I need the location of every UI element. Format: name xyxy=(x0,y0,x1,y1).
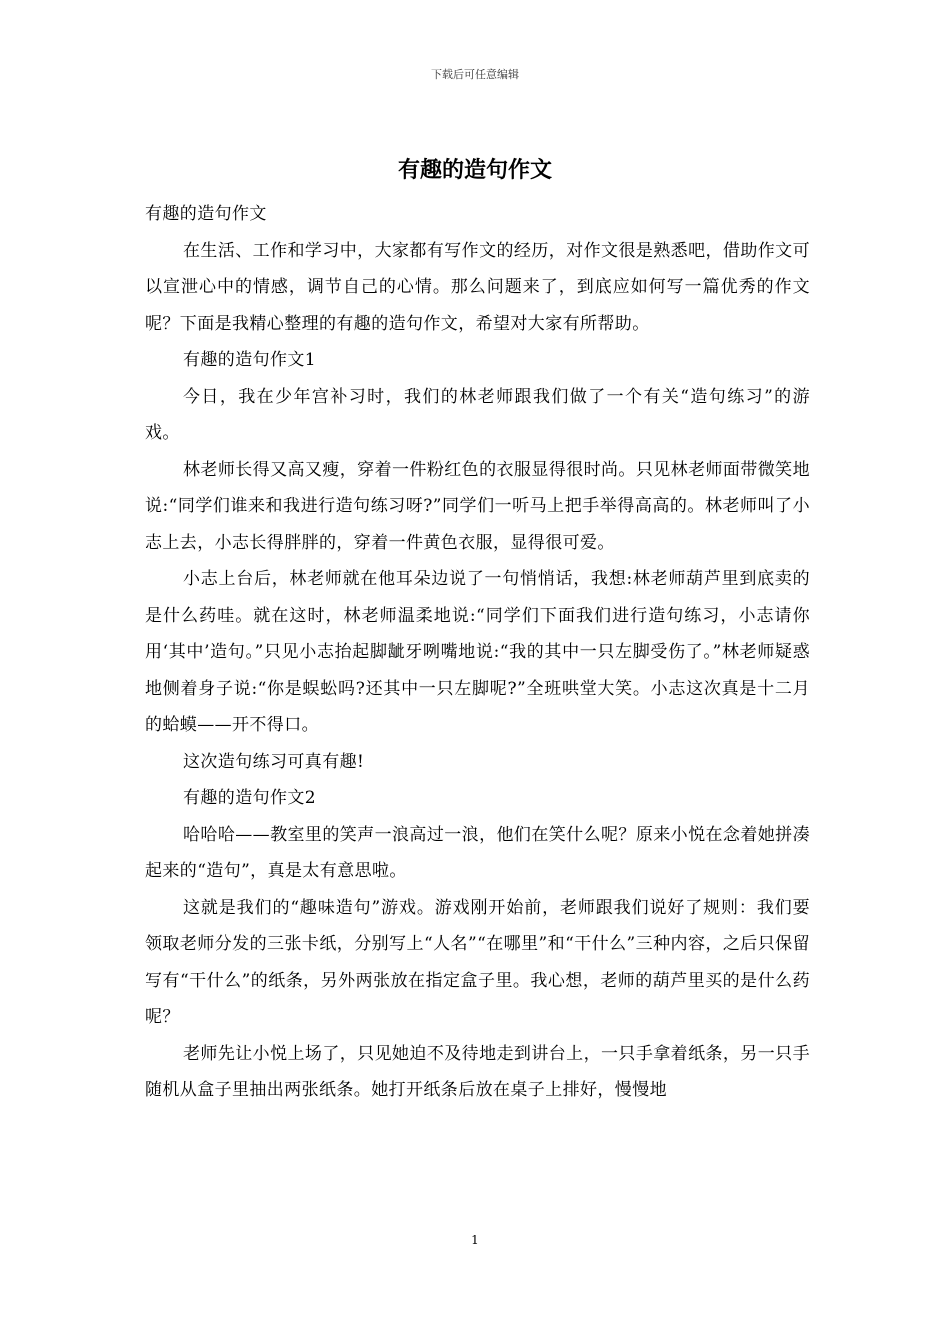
paragraph: 小志上台后，林老师就在他耳朵边说了一句悄悄话，我想:林老师葫芦里到底卖的是什么药哇。就在这时，林老师温柔地说:“同学们下面我们进行造句练习，小志请你用‘其中’造句。”只见小志抬起脚龇牙咧嘴地说:“我的其中一只左脚受伤了。”林老师疑惑地侧着身子说:“你是蜈蚣吗?还其中一只左脚呢?”全班哄堂大笑。小志这次真是十二月的蛤蟆——开不得口。 xyxy=(145,569,810,735)
section-heading: 有趣的造句作文1 xyxy=(183,350,317,370)
paragraph: 今日，我在少年宫补习时，我们的林老师跟我们做了一个有关“造句练习”的游戏。 xyxy=(145,386,810,443)
section-heading: 有趣的造句作文2 xyxy=(183,788,317,808)
paragraph: 在生活、工作和学习中，大家都有写作文的经历，对作文很是熟悉吧，借助作文可以宣泄心中的情感，调节自己的心情。那么问题来了，到底应如何写一篇优秀的作文呢？下面是我精心整理的有趣的造句作文，希望对大家有所帮助。 xyxy=(145,240,810,334)
paragraph: 这次造句练习可真有趣! xyxy=(183,751,365,772)
paragraph: 老师先让小悦上场了，只见她迫不及待地走到讲台上，一只手拿着纸条，另一只手随机从盒子里抽出两张纸条。她打开纸条后放在桌子上排好，慢慢地 xyxy=(145,1043,810,1100)
header-note: 下载后可任意编辑 xyxy=(431,68,519,81)
document-body xyxy=(145,196,810,1109)
document-title: 有趣的造句作文 xyxy=(397,157,552,183)
page-number: 1 xyxy=(471,1233,479,1247)
paragraph: 这就是我们的“趣味造句”游戏。游戏刚开始前，老师跟我们说好了规则：我们要领取老师分发的三张卡纸，分别写上“人名”“在哪里”和“干什么”三种内容，之后只保留写有“干什么”的纸条，另外两张放在指定盒子里。我心想，老师的葫芦里买的是什么药呢？ xyxy=(145,897,810,1027)
paragraph: 林老师长得又高又瘦，穿着一件粉红色的衣服显得很时尚。只见林老师面带微笑地说:“同学们谁来和我进行造句练习呀?”同学们一听马上把手举得高高的。林老师叫了小志上去，小志长得胖胖的，穿着一件黄色衣服，显得很可爱。 xyxy=(145,459,810,553)
paragraph: 有趣的造句作文 xyxy=(145,204,267,224)
paragraph: 哈哈哈——教室里的笑声一浪高过一浪，他们在笑什么呢？原来小悦在念着她拼凑起来的“造句”，真是太有意思啦。 xyxy=(145,824,810,881)
